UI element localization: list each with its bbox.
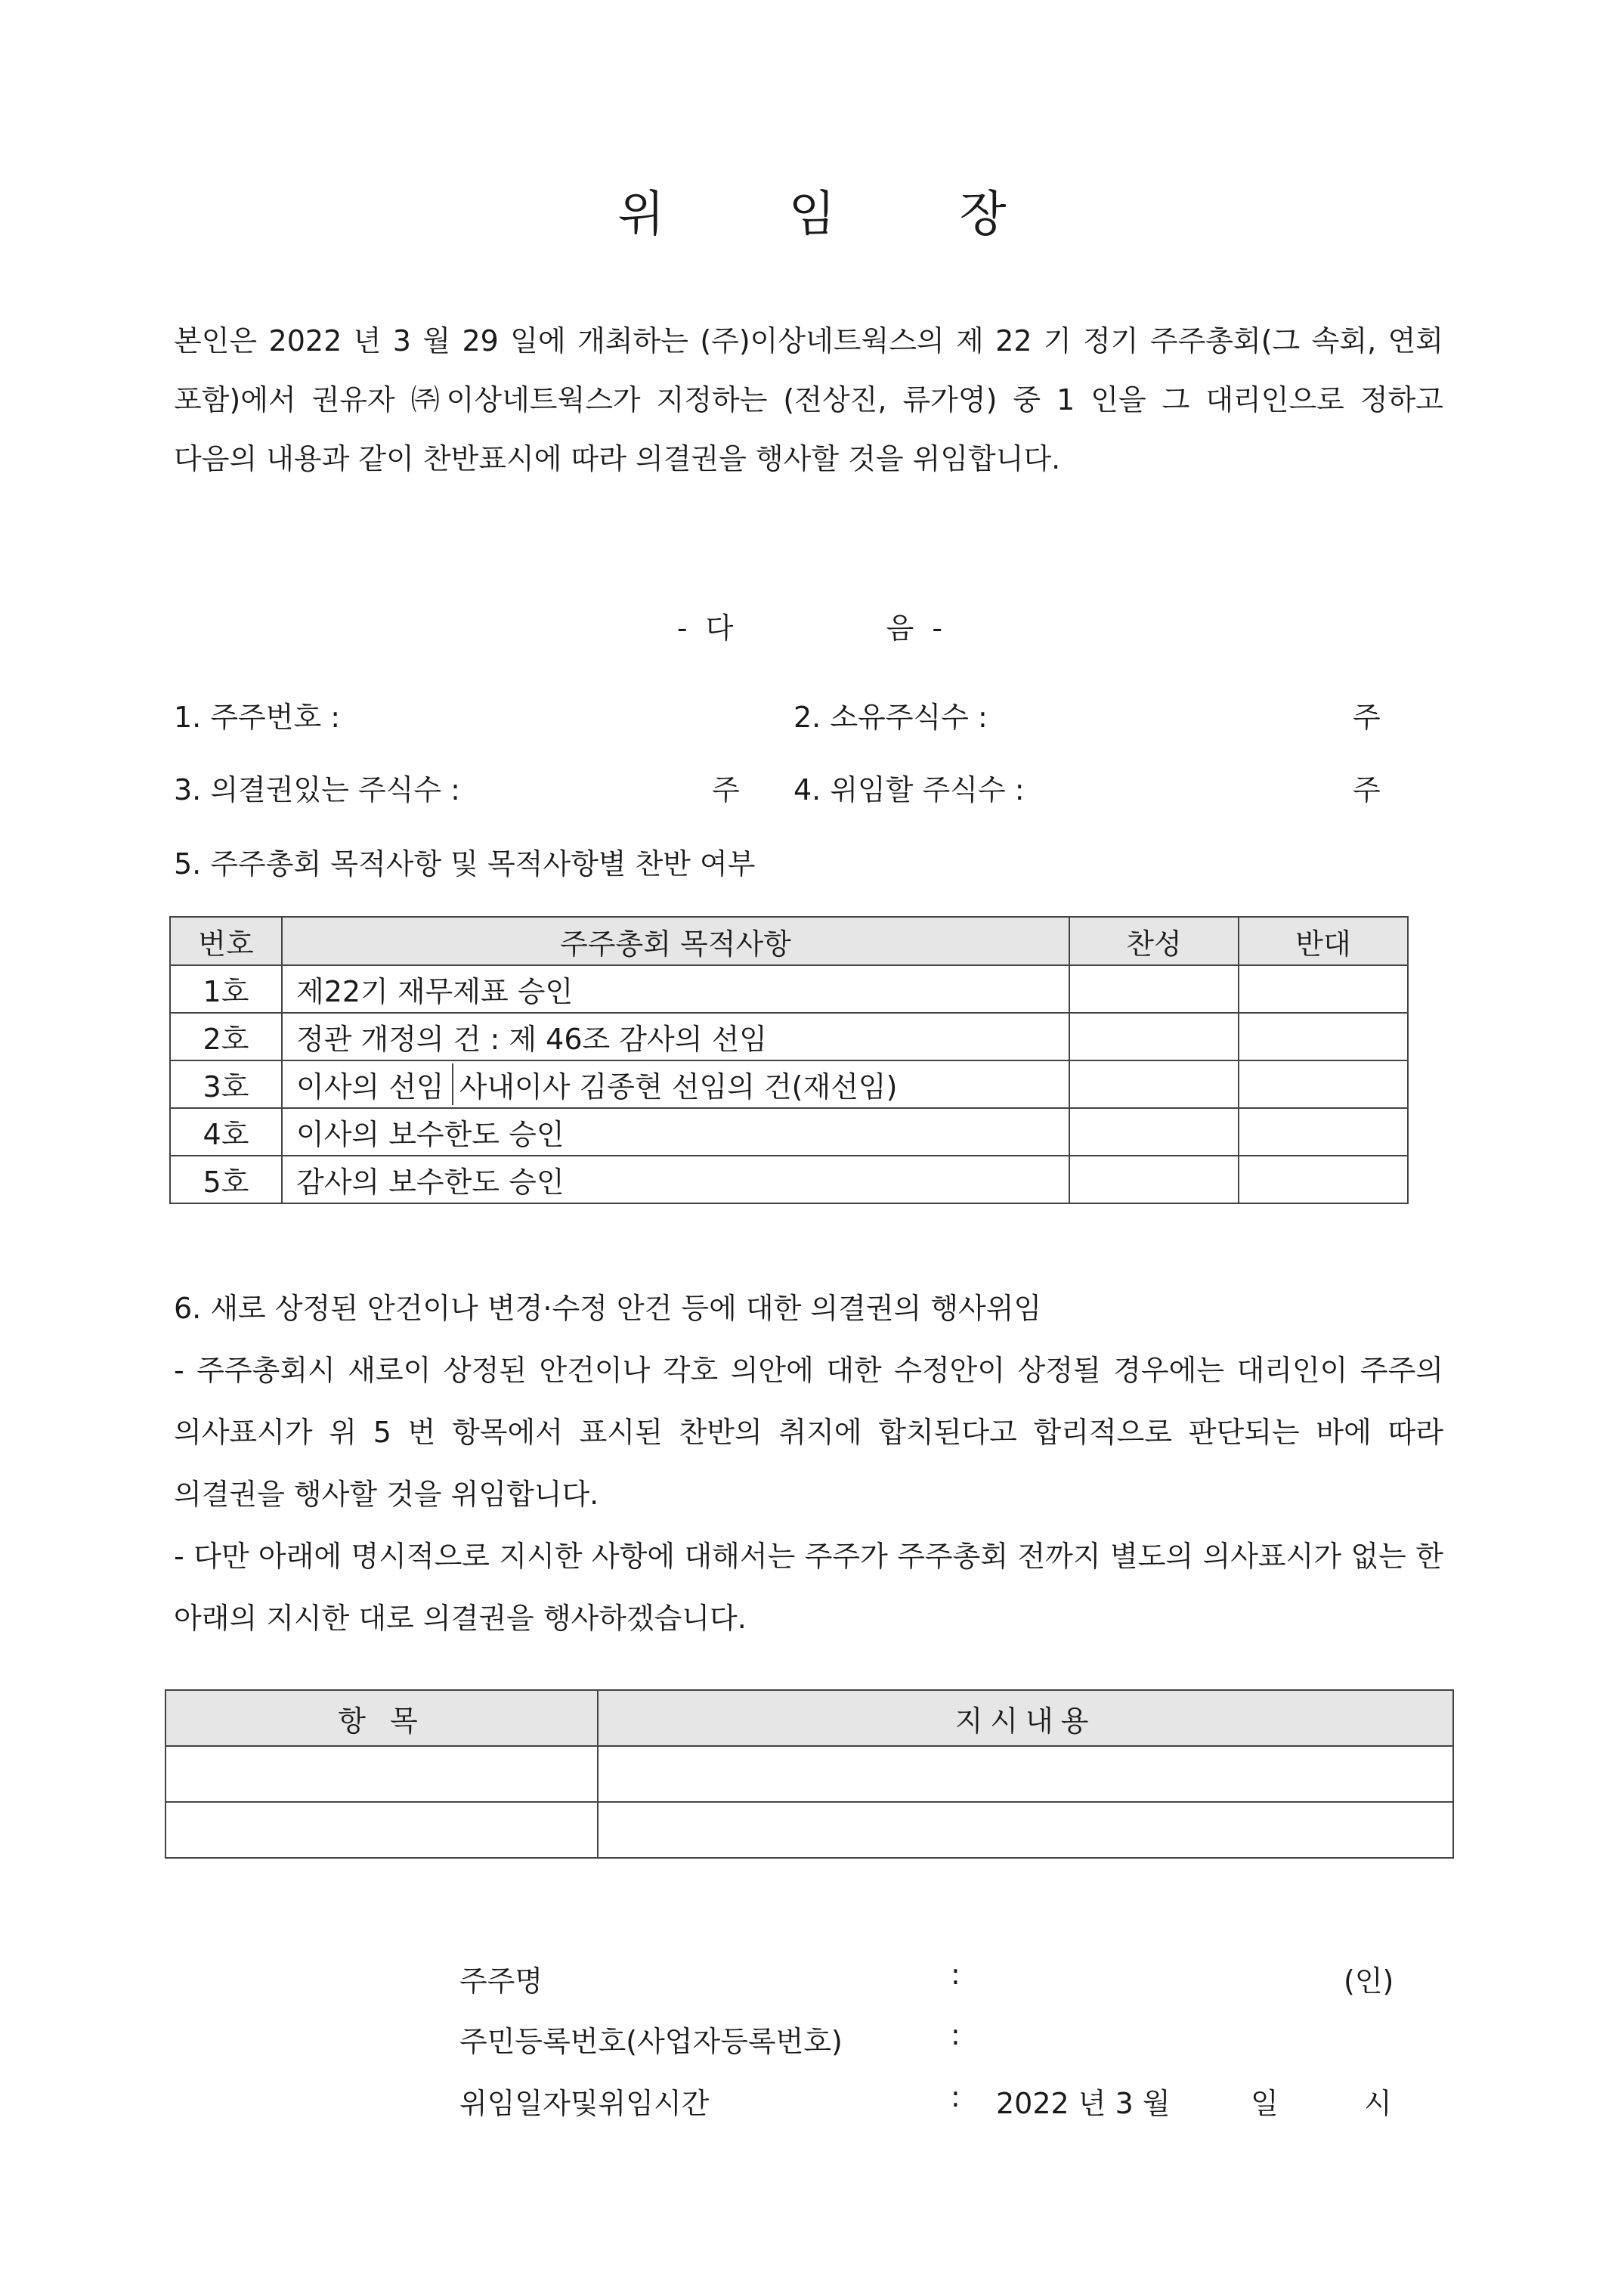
oppose-cell[interactable] — [1239, 1108, 1408, 1156]
field-owned-shares: 2. 소유주식수 : — [793, 701, 988, 734]
field-delegated-shares-unit: 주 — [1353, 773, 1381, 806]
field-voting-shares: 3. 의결권있는 주식수 : — [174, 773, 460, 806]
agenda-header-approve: 찬성 — [1069, 917, 1239, 965]
field-owned-shares-unit: 주 — [1353, 701, 1381, 734]
seal-mark: (인) — [1344, 1964, 1394, 1998]
intro-paragraph: 본인은 2022 년 3 월 29 일에 개최하는 (주)이상네트웍스의 제 22 기 정기 주주총회(그 속회, 연회 포함)에서 권유자 ㈜이상네트웍스가 지정하는 (전상진, 류가영) 중 1 인을 그 대리인으로 정하고 다음의 내용과 같이 찬반표시에 따라 의결권을 행사할 것을 위임합니다. — [174, 324, 1443, 475]
instruction-header-item: 항 목 — [165, 1690, 598, 1746]
agenda-no: 1호 — [170, 965, 282, 1013]
table-row — [165, 1802, 1453, 1858]
signature-day-unit: 일 — [1251, 2087, 1279, 2120]
agenda-item: 이사의 보수한도 승인 — [282, 1108, 1069, 1156]
oppose-cell[interactable] — [1239, 1013, 1408, 1060]
oppose-cell[interactable] — [1239, 1156, 1408, 1203]
instruction-item-cell[interactable] — [165, 1802, 598, 1858]
approve-cell[interactable] — [1069, 1108, 1239, 1156]
field-shareholder-number: 1. 주주번호 : — [174, 701, 341, 734]
instruction-header-row — [165, 1690, 1453, 1746]
next-heading — [0, 605, 1624, 646]
approve-cell[interactable] — [1069, 1156, 1239, 1203]
signature-hour-unit: 시 — [1364, 2087, 1392, 2120]
section6 — [174, 1277, 1443, 1649]
agenda-header-oppose: 반대 — [1239, 917, 1408, 965]
next-heading-left: - 다 — [676, 611, 738, 645]
section5-title: 5. 주주총회 목적사항 및 목적사항별 찬반 여부 — [174, 847, 756, 881]
approve-cell[interactable] — [1069, 965, 1239, 1013]
agenda-item: 제22기 재무제표 승인 — [282, 965, 1069, 1013]
table-row — [170, 1156, 1408, 1203]
approve-cell[interactable] — [1069, 1013, 1239, 1060]
agenda-header-no: 번호 — [170, 917, 282, 965]
agenda-table — [169, 916, 1409, 1204]
table-row — [170, 1060, 1408, 1108]
name-label-text: 주주명 — [459, 1964, 543, 1998]
field-delegated-shares: 4. 위임할 주식수 : — [793, 773, 1025, 806]
next-heading-right: 음 - — [886, 611, 948, 645]
table-row — [170, 965, 1408, 1013]
agenda-item: 감사의 보수한도 승인 — [282, 1156, 1069, 1203]
date-label-text: 위임일자및위임시간 — [459, 2087, 710, 2120]
agenda-item-sub: 사내이사 김종현 선임의 건(재선임) — [459, 1070, 898, 1104]
instruction-content-cell[interactable] — [598, 1802, 1453, 1858]
agenda-item — [282, 1060, 1069, 1108]
signature-date-value: 2022 년 3 월 — [996, 2087, 1171, 2120]
signature-reg-label: 주민등록번호(사업자등록번호) — [459, 2025, 843, 2058]
instruction-item-cell[interactable] — [165, 1746, 598, 1802]
section6-title: 6. 새로 상정된 안건이나 변경·수정 안건 등에 대한 의결권의 행사위임 — [174, 1292, 1042, 1325]
instruction-content-cell[interactable] — [598, 1746, 1453, 1802]
agenda-header-item: 주주총회 목적사항 — [282, 917, 1069, 965]
signature-name-colon: : — [951, 1958, 960, 1991]
oppose-cell[interactable] — [1239, 965, 1408, 1013]
signature-reg-colon: : — [951, 2018, 960, 2051]
instruction-table — [165, 1689, 1454, 1859]
signature-date-label — [459, 2080, 913, 2122]
agenda-item-main: 이사의 선임 — [296, 1063, 453, 1105]
table-row — [165, 1746, 1453, 1802]
agenda-no: 3호 — [170, 1060, 282, 1108]
section6-paragraph-2: - 다만 아래에 명시적으로 지시한 사항에 대해서는 주주가 주주총회 전까지 별도의 의사표시가 없는 한 아래의 지시한 대로 의결권을 행사하겠습니다. — [174, 1540, 1443, 1635]
oppose-cell[interactable] — [1239, 1060, 1408, 1108]
agenda-no: 2호 — [170, 1013, 282, 1060]
approve-cell[interactable] — [1069, 1060, 1239, 1108]
signature-date-colon: : — [951, 2080, 960, 2113]
agenda-no: 4호 — [170, 1108, 282, 1156]
field-voting-shares-unit: 주 — [712, 773, 740, 806]
document-title: 위 임 장 — [617, 187, 1061, 243]
table-row — [170, 1108, 1408, 1156]
section6-paragraph-1: - 주주총회시 새로이 상정된 안건이나 각호 의안에 대한 수정안이 상정될 경우에는 대리인이 주주의 의사표시가 위 5 번 항목에서 표시된 찬반의 취지에 합치된다고 합리적으로 판단되는 바에 따라 의결권을 행사할 것을 위임합니다. — [174, 1354, 1443, 1511]
agenda-item: 정관 개정의 건 : 제 46조 감사의 선임 — [282, 1013, 1069, 1060]
instruction-header-content: 지시내용 — [598, 1690, 1453, 1746]
signature-name-label — [459, 1958, 913, 1999]
agenda-header-row — [170, 917, 1408, 965]
table-row — [170, 1013, 1408, 1060]
agenda-no: 5호 — [170, 1156, 282, 1203]
